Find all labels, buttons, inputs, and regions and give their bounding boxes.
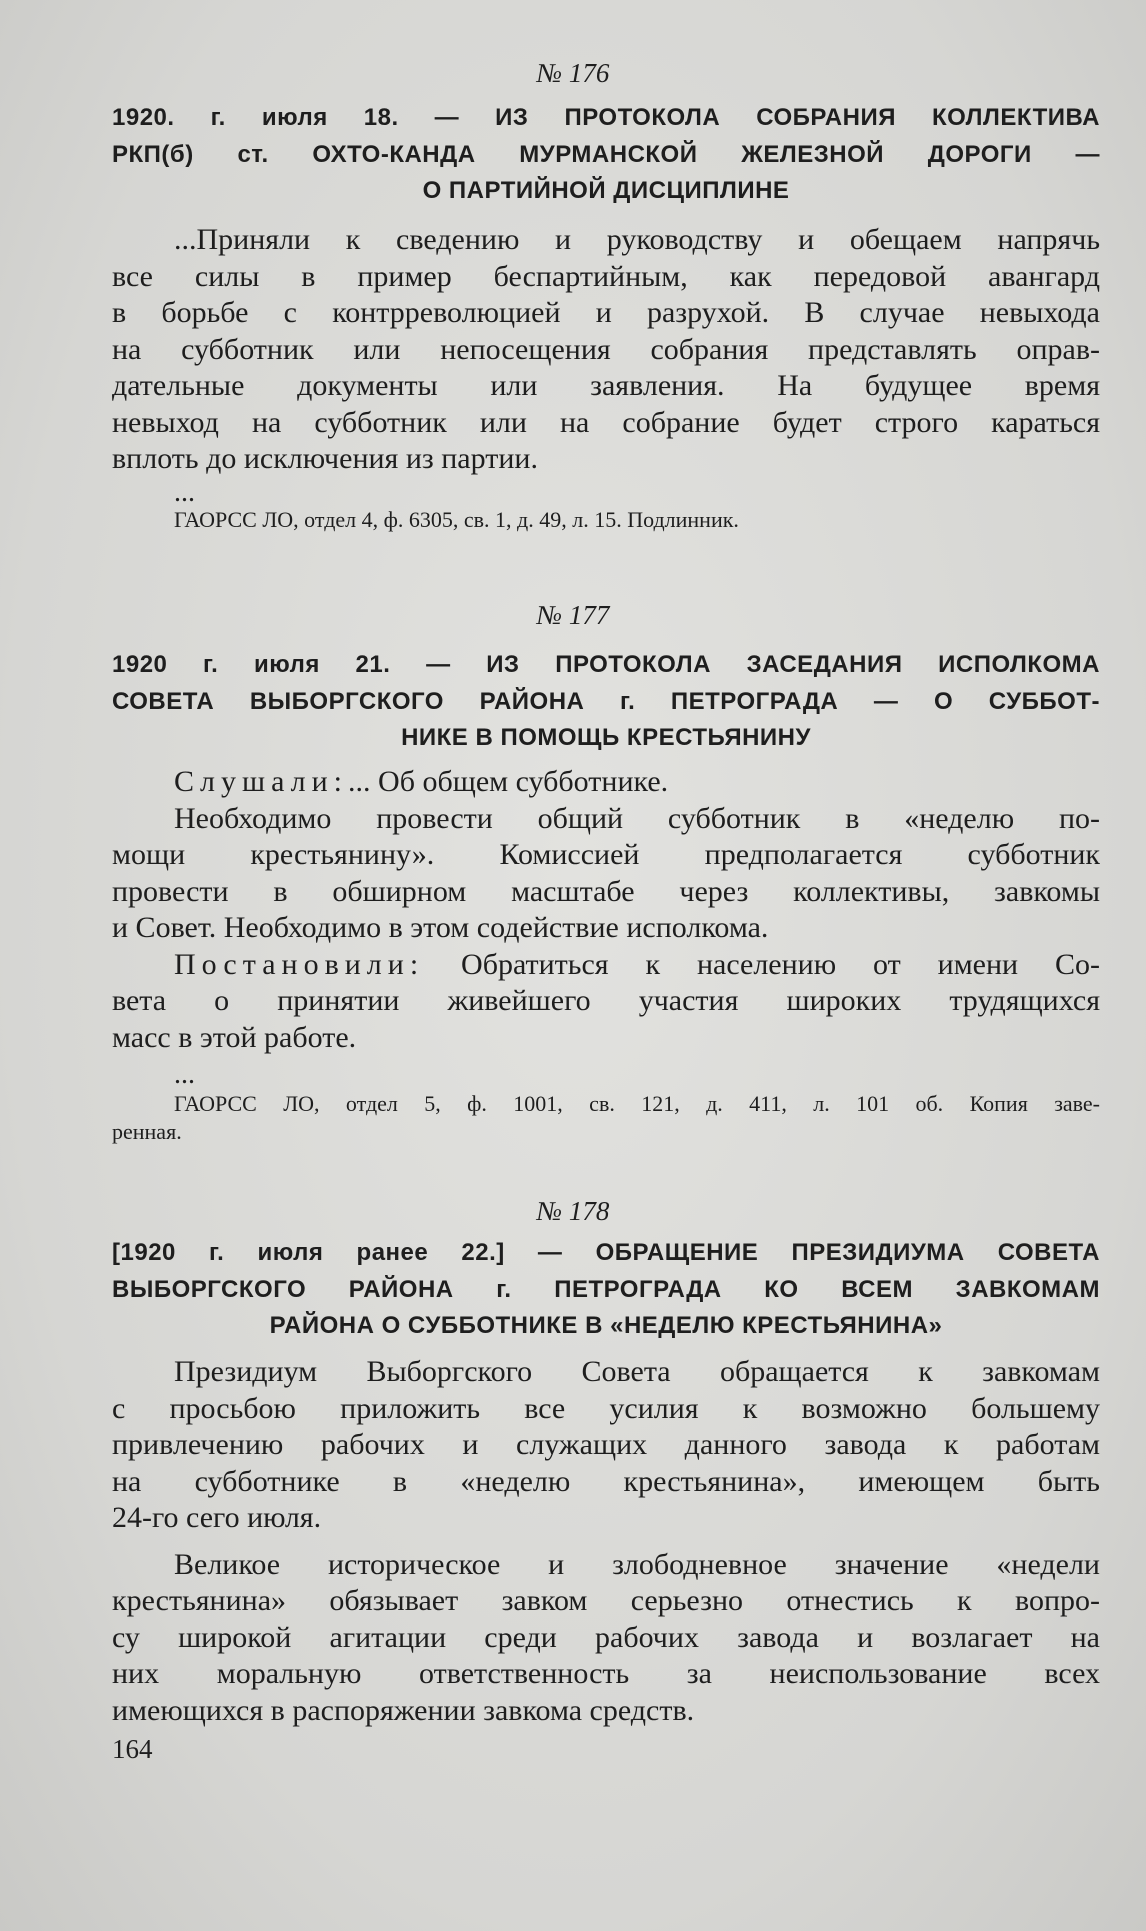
- body-text: вета о принятии живейшего участия широких трудящихся: [112, 984, 1100, 1017]
- archive-citation: [112, 506, 1100, 534]
- body-line: [112, 910, 1100, 947]
- body-line: [112, 1583, 1100, 1620]
- body-text: на субботник или непосещения собрания представлять оправ-: [112, 332, 1100, 366]
- body-text: су широкой агитации среди рабочих завода и возлагает на: [112, 1620, 1100, 1654]
- body-text: с просьбою приложить все усилия к возможно большему: [112, 1391, 1100, 1425]
- body-line: [112, 1656, 1100, 1693]
- body-text: Необходимо провести общий субботник в «неделю по-: [174, 801, 1100, 835]
- document-number: № 177: [536, 600, 610, 630]
- citation-line: ренная.: [112, 1119, 182, 1144]
- body-text: Обратиться к населению от имени Со-: [424, 947, 1100, 981]
- body-text: имеющихся в распоряжении завкома средств.: [112, 1693, 695, 1727]
- body-text: Великое историческое и злободневное значение «недели: [174, 1547, 1100, 1581]
- page-number: 164: [112, 1734, 153, 1764]
- body-line: [112, 222, 1100, 259]
- body-line: [112, 947, 1100, 984]
- body-line: [112, 332, 1100, 369]
- body-text: мощи крестьянину». Комиссией предполагается субботник: [112, 838, 1100, 871]
- body-line: [112, 1547, 1100, 1584]
- spaced-label: Слушали:: [174, 765, 349, 798]
- body-line: [112, 1391, 1100, 1428]
- body-line: [112, 1500, 1100, 1537]
- body-text: на субботнике в «неделю крестьянина», имеющем быть: [112, 1464, 1100, 1498]
- body-line: [112, 1354, 1100, 1391]
- body-text: провести в обширном масштабе через коллективы, завкомы: [112, 874, 1100, 908]
- body-text: ... Об общем субботнике.: [348, 765, 669, 798]
- body-text: невыход на субботник или на собрание будет строго караться: [112, 405, 1100, 439]
- body-line: [112, 405, 1100, 442]
- document-heading: [112, 647, 1100, 757]
- ellipsis: ...: [174, 1059, 195, 1090]
- body-line: [112, 1620, 1100, 1657]
- heading-line: [1920 г. июля ранее 22.] — ОБРАЩЕНИЕ ПРЕЗИДИУМА СОВЕТА: [112, 1239, 1100, 1266]
- heading-line: 1920 г. июля 21. — ИЗ ПРОТОКОЛА ЗАСЕДАНИЯ ИСПОЛКОМА: [112, 651, 1100, 678]
- heading-line: НИКЕ В ПОМОЩЬ КРЕСТЬЯНИНУ: [401, 724, 811, 751]
- body-line: [112, 874, 1100, 911]
- document-body: [112, 764, 1100, 1056]
- body-text: крестьянина» обязывает завком серьезно отнестись к вопро-: [112, 1584, 1100, 1617]
- body-line: [112, 295, 1100, 332]
- body-text: и Совет. Необходимо в этом содействие исполкома.: [112, 911, 769, 944]
- body-line: [112, 441, 1100, 478]
- heading-line: О ПАРТИЙНОЙ ДИСЦИПЛИНЕ: [422, 177, 790, 204]
- body-line: [112, 764, 1100, 801]
- heading-line: ВЫБОРГСКОГО РАЙОНА г. ПЕТРОГРАДА КО ВСЕМ ЗАВКОМАМ: [112, 1275, 1100, 1303]
- body-line: [112, 801, 1100, 838]
- document-number: № 176: [536, 58, 610, 88]
- spaced-label: Постановили:: [174, 947, 425, 981]
- ellipsis: ...: [174, 477, 195, 508]
- archive-citation: [112, 1090, 1100, 1146]
- body-line: [112, 1427, 1100, 1464]
- body-text: масс в этой работе.: [112, 1020, 357, 1054]
- heading-line: 1920. г. июля 18. — ИЗ ПРОТОКОЛА СОБРАНИЯ КОЛЛЕКТИВА: [112, 104, 1100, 131]
- body-line: [112, 368, 1100, 405]
- document-heading: [112, 100, 1100, 210]
- body-line: [112, 259, 1100, 296]
- document-body: [112, 1354, 1100, 1729]
- heading-line: СОВЕТА ВЫБОРГСКОГО РАЙОНА г. ПЕТРОГРАДА — О СУББОТ-: [112, 687, 1100, 715]
- body-text: них моральную ответственность за неиспользование всех: [112, 1657, 1100, 1690]
- body-text: ...Приняли к сведению и руководству и обещаем напрячь: [174, 223, 1100, 256]
- body-text: все силы в пример беспартийным, как передовой авангард: [112, 259, 1100, 293]
- citation-line: ГАОРСС ЛО, отдел 4, ф. 6305, св. 1, д. 49, л. 15. Подлинник.: [174, 507, 739, 532]
- body-text: в борьбе с контрреволюцией и разрухой. В случае невыхода: [112, 296, 1100, 329]
- body-text: Президиум Выборгского Совета обращается к завкомам: [174, 1355, 1100, 1388]
- body-text: привлечению рабочих и служащих данного завода к работам: [112, 1428, 1100, 1461]
- body-line: [112, 1464, 1100, 1501]
- body-line: [112, 837, 1100, 874]
- heading-line: РКП(б) ст. ОХТО-КАНДА МУРМАНСКОЙ ЖЕЛЕЗНОЙ ДОРОГИ —: [112, 140, 1100, 168]
- body-line: [112, 1693, 1100, 1730]
- body-text: 24-го сего июля.: [112, 1501, 322, 1534]
- body-line: [112, 1020, 1100, 1057]
- document-body: [112, 222, 1100, 478]
- heading-line: РАЙОНА О СУББОТНИКЕ В «НЕДЕЛЮ КРЕСТЬЯНИНА»: [269, 1312, 943, 1339]
- body-line: [112, 983, 1100, 1020]
- body-text: вплоть до исключения из партии.: [112, 442, 538, 475]
- citation-line: ГАОРСС ЛО, отдел 5, ф. 1001, св. 121, д. 411, л. 101 об. Копия заве-: [174, 1091, 1100, 1116]
- body-text: дательные документы или заявления. На будущее время: [112, 369, 1100, 402]
- document-number: № 178: [536, 1196, 610, 1226]
- document-heading: [112, 1235, 1100, 1345]
